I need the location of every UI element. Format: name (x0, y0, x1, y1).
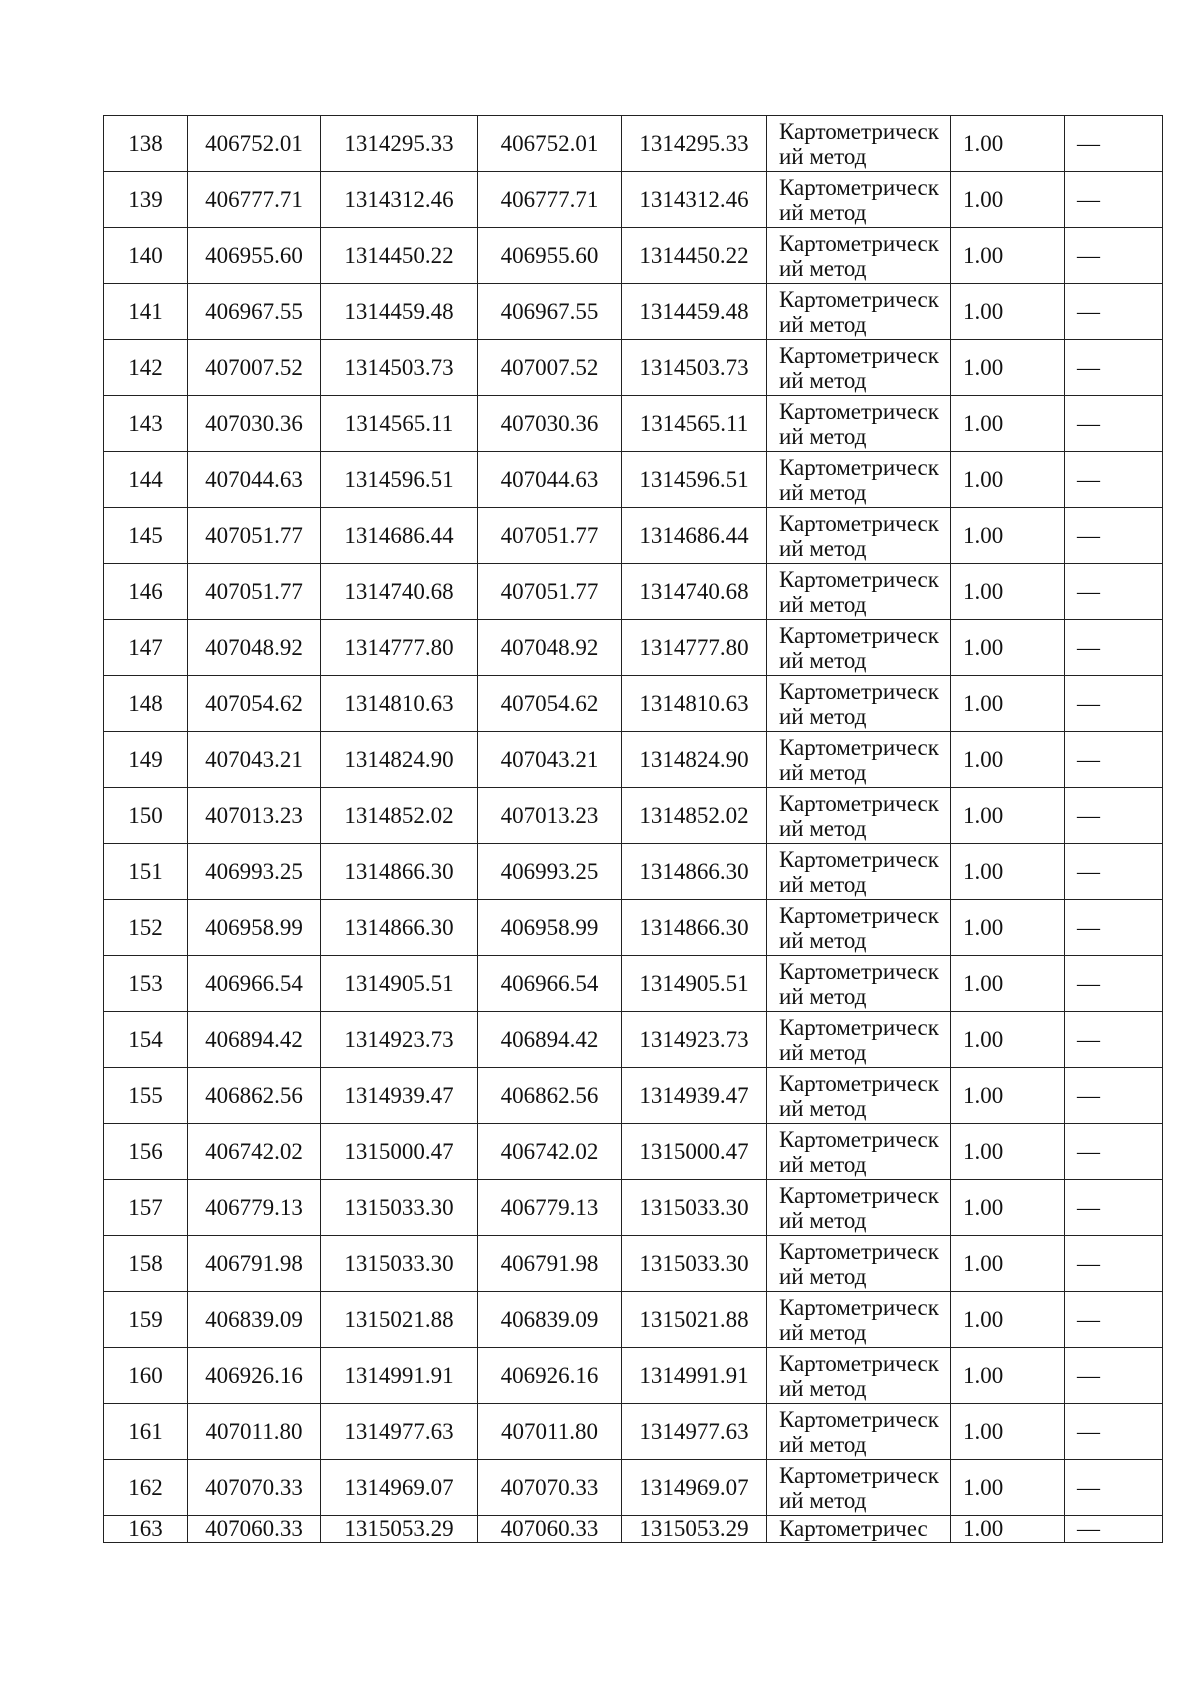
y-coordinate-cell: 1314866.30 (321, 844, 478, 900)
note-cell: — (1065, 1292, 1163, 1348)
note-cell: — (1065, 1404, 1163, 1460)
note-cell: — (1065, 284, 1163, 340)
x-coordinate-cell: 407044.63 (188, 452, 321, 508)
precision-cell: 1.00 (951, 284, 1065, 340)
precision-cell: 1.00 (951, 340, 1065, 396)
point-number-cell: 153 (104, 956, 188, 1012)
table-row (104, 1124, 1163, 1180)
method-cell (767, 844, 951, 900)
x-coordinate-existing-cell: 406777.71 (478, 172, 622, 228)
y-coordinate-existing-cell: 1314503.73 (622, 340, 767, 396)
method-text: Картометрический метод (779, 286, 939, 337)
x-coordinate-cell: 406779.13 (188, 1180, 321, 1236)
y-coordinate-existing-cell: 1314905.51 (622, 956, 767, 1012)
x-coordinate-cell: 406967.55 (188, 284, 321, 340)
precision-cell: 1.00 (951, 1292, 1065, 1348)
x-coordinate-existing-cell: 407030.36 (478, 396, 622, 452)
x-coordinate-cell: 406894.42 (188, 1012, 321, 1068)
method-cell (767, 340, 951, 396)
x-coordinate-existing-cell: 407044.63 (478, 452, 622, 508)
method-cell (767, 1404, 951, 1460)
precision-cell: 1.00 (951, 396, 1065, 452)
y-coordinate-existing-cell: 1314977.63 (622, 1404, 767, 1460)
note-cell: — (1065, 620, 1163, 676)
method-cell (767, 508, 951, 564)
method-cell (767, 1124, 951, 1180)
point-number-cell: 157 (104, 1180, 188, 1236)
y-coordinate-cell: 1314503.73 (321, 340, 478, 396)
point-number-cell: 161 (104, 1404, 188, 1460)
method-text: Картометрический метод (779, 454, 939, 505)
note-cell: — (1065, 508, 1163, 564)
note-cell: — (1065, 172, 1163, 228)
method-cell (767, 452, 951, 508)
table-row (104, 1348, 1163, 1404)
method-text: Картометрический метод (779, 566, 939, 617)
table-row (104, 452, 1163, 508)
method-text: Картометрический метод (779, 1126, 939, 1177)
precision-cell: 1.00 (951, 1180, 1065, 1236)
table-row (104, 340, 1163, 396)
precision-cell: 1.00 (951, 116, 1065, 172)
table-row (104, 1292, 1163, 1348)
x-coordinate-cell: 406839.09 (188, 1292, 321, 1348)
point-number-cell: 149 (104, 732, 188, 788)
precision-cell: 1.00 (951, 564, 1065, 620)
x-coordinate-cell: 407054.62 (188, 676, 321, 732)
method-cell (767, 1292, 951, 1348)
x-coordinate-existing-cell: 406779.13 (478, 1180, 622, 1236)
method-cell (767, 620, 951, 676)
y-coordinate-existing-cell: 1314969.07 (622, 1460, 767, 1516)
y-coordinate-cell: 1314459.48 (321, 284, 478, 340)
table-row (104, 676, 1163, 732)
x-coordinate-existing-cell: 406742.02 (478, 1124, 622, 1180)
y-coordinate-cell: 1314939.47 (321, 1068, 478, 1124)
table-row (104, 788, 1163, 844)
y-coordinate-cell: 1314905.51 (321, 956, 478, 1012)
y-coordinate-cell: 1314810.63 (321, 676, 478, 732)
precision-cell: 1.00 (951, 1124, 1065, 1180)
table-row (104, 900, 1163, 956)
point-number-cell: 147 (104, 620, 188, 676)
y-coordinate-existing-cell: 1314991.91 (622, 1348, 767, 1404)
table-row (104, 1460, 1163, 1516)
method-cell (767, 900, 951, 956)
method-text: Картометрический метод (779, 902, 939, 953)
precision-cell: 1.00 (951, 508, 1065, 564)
coordinates-table (103, 115, 1163, 1543)
method-cell (767, 788, 951, 844)
method-text: Картометрический метод (779, 1238, 939, 1289)
x-coordinate-cell: 407051.77 (188, 564, 321, 620)
method-text: Картометрический метод (779, 1350, 939, 1401)
table-row (104, 284, 1163, 340)
x-coordinate-cell: 407048.92 (188, 620, 321, 676)
y-coordinate-existing-cell: 1315000.47 (622, 1124, 767, 1180)
method-text: Картометрический метод (779, 958, 939, 1009)
point-number-cell: 150 (104, 788, 188, 844)
x-coordinate-cell: 407011.80 (188, 1404, 321, 1460)
x-coordinate-existing-cell: 407054.62 (478, 676, 622, 732)
y-coordinate-cell: 1314923.73 (321, 1012, 478, 1068)
point-number-cell: 151 (104, 844, 188, 900)
note-cell: — (1065, 1012, 1163, 1068)
x-coordinate-existing-cell: 407051.77 (478, 564, 622, 620)
method-text: Картометрический метод (779, 846, 939, 897)
method-cell (767, 396, 951, 452)
note-cell: — (1065, 1068, 1163, 1124)
y-coordinate-existing-cell: 1314852.02 (622, 788, 767, 844)
point-number-cell: 163 (104, 1516, 188, 1543)
y-coordinate-existing-cell: 1314459.48 (622, 284, 767, 340)
method-text: Картометрический метод (779, 1182, 939, 1233)
table-row (104, 1516, 1163, 1543)
x-coordinate-cell: 407051.77 (188, 508, 321, 564)
x-coordinate-existing-cell: 407051.77 (478, 508, 622, 564)
y-coordinate-cell: 1315053.29 (321, 1516, 478, 1543)
y-coordinate-cell: 1314977.63 (321, 1404, 478, 1460)
y-coordinate-existing-cell: 1314450.22 (622, 228, 767, 284)
x-coordinate-existing-cell: 406862.56 (478, 1068, 622, 1124)
y-coordinate-existing-cell: 1314565.11 (622, 396, 767, 452)
point-number-cell: 162 (104, 1460, 188, 1516)
x-coordinate-cell: 406777.71 (188, 172, 321, 228)
method-text: Картометрический метод (779, 678, 939, 729)
table-row (104, 620, 1163, 676)
method-cell (767, 1348, 951, 1404)
y-coordinate-existing-cell: 1314777.80 (622, 620, 767, 676)
note-cell: — (1065, 1180, 1163, 1236)
method-cell (767, 1012, 951, 1068)
table-row (104, 1012, 1163, 1068)
x-coordinate-cell: 406752.01 (188, 116, 321, 172)
y-coordinate-cell: 1314969.07 (321, 1460, 478, 1516)
table-row (104, 564, 1163, 620)
precision-cell: 1.00 (951, 900, 1065, 956)
note-cell: — (1065, 788, 1163, 844)
method-text: Картометрический метод (779, 790, 939, 841)
table-row (104, 956, 1163, 1012)
x-coordinate-existing-cell: 407007.52 (478, 340, 622, 396)
table-row (104, 1068, 1163, 1124)
point-number-cell: 142 (104, 340, 188, 396)
method-text: Картометрический метод (779, 734, 939, 785)
table-row (104, 116, 1163, 172)
method-cell (767, 956, 951, 1012)
note-cell: — (1065, 900, 1163, 956)
point-number-cell: 159 (104, 1292, 188, 1348)
table-row (104, 1236, 1163, 1292)
x-coordinate-cell: 407007.52 (188, 340, 321, 396)
x-coordinate-existing-cell: 407048.92 (478, 620, 622, 676)
x-coordinate-existing-cell: 407011.80 (478, 1404, 622, 1460)
precision-cell: 1.00 (951, 1460, 1065, 1516)
x-coordinate-existing-cell: 406955.60 (478, 228, 622, 284)
x-coordinate-cell: 407030.36 (188, 396, 321, 452)
precision-cell: 1.00 (951, 1516, 1065, 1543)
y-coordinate-existing-cell: 1315053.29 (622, 1516, 767, 1543)
y-coordinate-existing-cell: 1314866.30 (622, 900, 767, 956)
x-coordinate-existing-cell: 407013.23 (478, 788, 622, 844)
method-cell (767, 1516, 951, 1543)
point-number-cell: 139 (104, 172, 188, 228)
y-coordinate-cell: 1314824.90 (321, 732, 478, 788)
method-cell (767, 732, 951, 788)
method-cell (767, 1068, 951, 1124)
precision-cell: 1.00 (951, 844, 1065, 900)
x-coordinate-cell: 406926.16 (188, 1348, 321, 1404)
precision-cell: 1.00 (951, 228, 1065, 284)
y-coordinate-existing-cell: 1314939.47 (622, 1068, 767, 1124)
note-cell: — (1065, 396, 1163, 452)
note-cell: — (1065, 1236, 1163, 1292)
method-text: Картометрический метод (779, 342, 939, 393)
point-number-cell: 154 (104, 1012, 188, 1068)
x-coordinate-existing-cell: 407043.21 (478, 732, 622, 788)
table-row (104, 396, 1163, 452)
method-text: Картометрический метод (779, 1462, 939, 1513)
y-coordinate-cell: 1314295.33 (321, 116, 478, 172)
y-coordinate-existing-cell: 1314686.44 (622, 508, 767, 564)
precision-cell: 1.00 (951, 1348, 1065, 1404)
precision-cell: 1.00 (951, 1404, 1065, 1460)
point-number-cell: 160 (104, 1348, 188, 1404)
x-coordinate-existing-cell: 406839.09 (478, 1292, 622, 1348)
y-coordinate-existing-cell: 1314866.30 (622, 844, 767, 900)
note-cell: — (1065, 1124, 1163, 1180)
y-coordinate-cell: 1314565.11 (321, 396, 478, 452)
y-coordinate-cell: 1315021.88 (321, 1292, 478, 1348)
y-coordinate-existing-cell: 1314824.90 (622, 732, 767, 788)
table-row (104, 844, 1163, 900)
x-coordinate-cell: 407060.33 (188, 1516, 321, 1543)
note-cell: — (1065, 844, 1163, 900)
precision-cell: 1.00 (951, 732, 1065, 788)
y-coordinate-cell: 1314740.68 (321, 564, 478, 620)
y-coordinate-existing-cell: 1315033.30 (622, 1236, 767, 1292)
method-text: Картометрический метод (779, 398, 939, 449)
x-coordinate-cell: 406862.56 (188, 1068, 321, 1124)
note-cell: — (1065, 452, 1163, 508)
method-cell (767, 1460, 951, 1516)
x-coordinate-existing-cell: 406958.99 (478, 900, 622, 956)
precision-cell: 1.00 (951, 676, 1065, 732)
method-cell (767, 676, 951, 732)
method-text: Картометрический метод (779, 510, 939, 561)
method-cell (767, 284, 951, 340)
method-text: Картометрический метод (779, 1070, 939, 1121)
method-cell (767, 1180, 951, 1236)
y-coordinate-existing-cell: 1314312.46 (622, 172, 767, 228)
x-coordinate-existing-cell: 406926.16 (478, 1348, 622, 1404)
table-row (104, 172, 1163, 228)
x-coordinate-cell: 406791.98 (188, 1236, 321, 1292)
point-number-cell: 152 (104, 900, 188, 956)
point-number-cell: 140 (104, 228, 188, 284)
point-number-cell: 148 (104, 676, 188, 732)
y-coordinate-existing-cell: 1315033.30 (622, 1180, 767, 1236)
method-cell (767, 228, 951, 284)
note-cell: — (1065, 676, 1163, 732)
method-cell (767, 1236, 951, 1292)
x-coordinate-existing-cell: 407060.33 (478, 1516, 622, 1543)
method-text: Картометрический метод (779, 118, 939, 169)
x-coordinate-cell: 406742.02 (188, 1124, 321, 1180)
note-cell: — (1065, 564, 1163, 620)
point-number-cell: 158 (104, 1236, 188, 1292)
x-coordinate-existing-cell: 406894.42 (478, 1012, 622, 1068)
point-number-cell: 146 (104, 564, 188, 620)
method-text: Картометрический метод (779, 1294, 939, 1345)
method-cell (767, 172, 951, 228)
y-coordinate-cell: 1314686.44 (321, 508, 478, 564)
y-coordinate-cell: 1314777.80 (321, 620, 478, 676)
note-cell: — (1065, 116, 1163, 172)
y-coordinate-existing-cell: 1315021.88 (622, 1292, 767, 1348)
table-row (104, 1180, 1163, 1236)
table-body (104, 116, 1163, 1543)
y-coordinate-cell: 1314596.51 (321, 452, 478, 508)
x-coordinate-cell: 406993.25 (188, 844, 321, 900)
y-coordinate-cell: 1314450.22 (321, 228, 478, 284)
y-coordinate-cell: 1314852.02 (321, 788, 478, 844)
note-cell: — (1065, 1516, 1163, 1543)
precision-cell: 1.00 (951, 172, 1065, 228)
y-coordinate-existing-cell: 1314596.51 (622, 452, 767, 508)
method-text: Картометрический метод (779, 1014, 939, 1065)
precision-cell: 1.00 (951, 452, 1065, 508)
precision-cell: 1.00 (951, 1236, 1065, 1292)
x-coordinate-existing-cell: 406966.54 (478, 956, 622, 1012)
precision-cell: 1.00 (951, 1068, 1065, 1124)
note-cell: — (1065, 732, 1163, 788)
note-cell: — (1065, 1348, 1163, 1404)
y-coordinate-existing-cell: 1314740.68 (622, 564, 767, 620)
note-cell: — (1065, 1460, 1163, 1516)
x-coordinate-cell: 407043.21 (188, 732, 321, 788)
method-text: Картометрический метод (779, 1406, 939, 1457)
x-coordinate-existing-cell: 406791.98 (478, 1236, 622, 1292)
point-number-cell: 144 (104, 452, 188, 508)
precision-cell: 1.00 (951, 620, 1065, 676)
method-text: Картометрический метод (779, 622, 939, 673)
table-row (104, 1404, 1163, 1460)
y-coordinate-cell: 1314991.91 (321, 1348, 478, 1404)
note-cell: — (1065, 228, 1163, 284)
table-row (104, 508, 1163, 564)
y-coordinate-existing-cell: 1314923.73 (622, 1012, 767, 1068)
method-text: Картометрический метод (779, 230, 939, 281)
method-cell (767, 116, 951, 172)
x-coordinate-cell: 406958.99 (188, 900, 321, 956)
point-number-cell: 143 (104, 396, 188, 452)
x-coordinate-existing-cell: 406993.25 (478, 844, 622, 900)
method-text: Картометричес (779, 1516, 928, 1541)
y-coordinate-cell: 1315000.47 (321, 1124, 478, 1180)
x-coordinate-cell: 407070.33 (188, 1460, 321, 1516)
y-coordinate-cell: 1315033.30 (321, 1180, 478, 1236)
note-cell: — (1065, 956, 1163, 1012)
point-number-cell: 156 (104, 1124, 188, 1180)
table-row (104, 228, 1163, 284)
precision-cell: 1.00 (951, 956, 1065, 1012)
y-coordinate-cell: 1314312.46 (321, 172, 478, 228)
y-coordinate-cell: 1315033.30 (321, 1236, 478, 1292)
x-coordinate-existing-cell: 407070.33 (478, 1460, 622, 1516)
x-coordinate-existing-cell: 406752.01 (478, 116, 622, 172)
y-coordinate-cell: 1314866.30 (321, 900, 478, 956)
y-coordinate-existing-cell: 1314810.63 (622, 676, 767, 732)
point-number-cell: 145 (104, 508, 188, 564)
point-number-cell: 141 (104, 284, 188, 340)
table-row (104, 732, 1163, 788)
x-coordinate-cell: 406966.54 (188, 956, 321, 1012)
method-cell (767, 564, 951, 620)
x-coordinate-cell: 406955.60 (188, 228, 321, 284)
precision-cell: 1.00 (951, 788, 1065, 844)
x-coordinate-existing-cell: 406967.55 (478, 284, 622, 340)
note-cell: — (1065, 340, 1163, 396)
y-coordinate-existing-cell: 1314295.33 (622, 116, 767, 172)
precision-cell: 1.00 (951, 1012, 1065, 1068)
x-coordinate-cell: 407013.23 (188, 788, 321, 844)
method-text: Картометрический метод (779, 174, 939, 225)
point-number-cell: 155 (104, 1068, 188, 1124)
point-number-cell: 138 (104, 116, 188, 172)
